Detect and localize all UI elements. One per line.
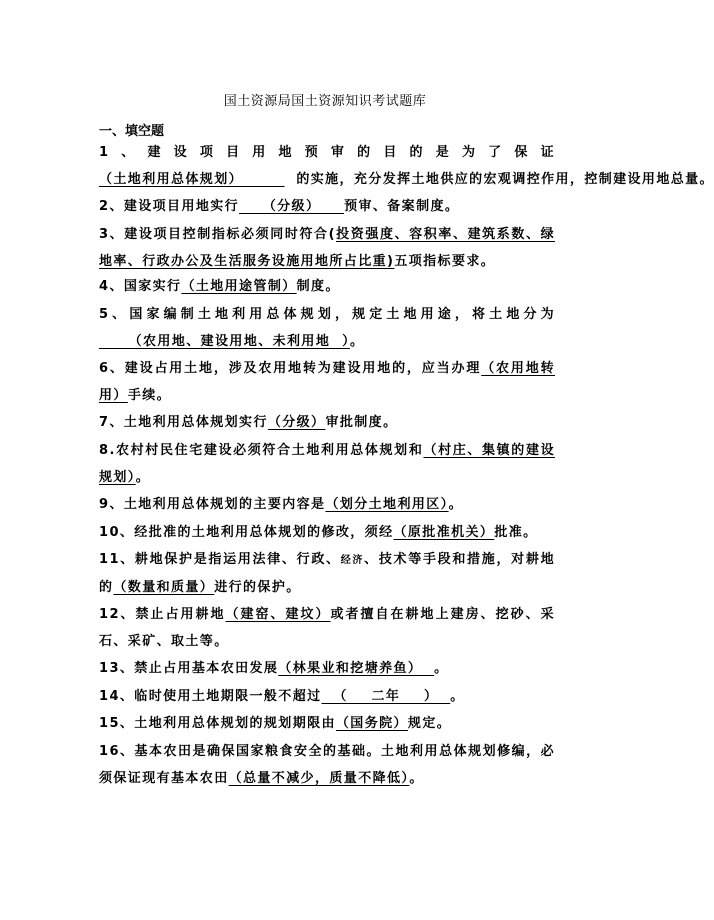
answer-blank: （土地用途管制） [181,279,297,294]
answer-blank: （数量和质量） [113,580,215,595]
answer-blank: （ 二年 ） [321,689,451,704]
question-11: 11、耕地保护是指运用法律、行政、经济、技术等手段和措施，对耕地的（数量和质量）进行的保护。 [99,552,555,595]
question-8: 8.农村村民住宅建设必须符合土地利用总体规划和（村庄、集镇的建设规划）。 [99,443,555,485]
question-7: 7、土地利用总体规划实行（分级）审批制度。 [99,415,398,430]
answer-blank: （林果业和挖塘养鱼） [278,661,435,676]
question-10: 10、经批准的土地利用总体规划的修改，须经（原批准机关）批准。 [99,525,538,540]
answer-blank: 投资强度、容积率、建筑系数、绿地率、行政办公及生活服务设施用地所占比重) [99,227,555,269]
question-5: 5、国家编制土地利用总体规划，规定土地用途，将土地分为 （农用地、建设用地、未利用地 ）。 [99,307,555,349]
question-15: 15、土地利用总体规划的规划期限由（国务院）规定。 [99,716,452,731]
question-2: 2、建设项目用地实行 （分级） 预审、备案制度。 [99,199,460,214]
question-6: 6、建设占用土地，涉及农用地转为建设用地的，应当办理（农用地转用）手续。 [99,361,555,403]
answer-blank: （农用地转用） [99,361,555,403]
answer-blank: （国务院） [335,716,408,731]
answer-blank: （划分土地利用区） [325,497,449,512]
question-16: 16、基本农田是确保国家粮食安全的基础。土地利用总体规划修编，必须保证现有基本农田（总量不减少，质量不降低）。 [99,744,555,786]
question-3: 3、建设项目控制指标必须同时符合(投资强度、容积率、建筑系数、绿地率、行政办公及生活服务设施用地所占比重)五项指标要求。 [99,227,555,269]
answer-blank: （村庄、集镇的建设规划） [99,443,555,485]
page-title: 国土资源局国土资源知识考试题库 [223,94,427,109]
question-4: 4、国家实行（土地用途管制）制度。 [99,279,340,294]
section-heading: 一、填空题 [99,124,165,139]
question-1: 1、建设项目用地预审的目的是为了保证（土地利用总体规划） 的实施，充分发挥土地供应的宏观调控作用，控制建设用地总量。 [99,145,714,187]
answer-blank: （土地利用总体规划） [99,172,285,187]
answer-blank: （分级） [239,199,345,214]
question-13: 13、禁止占用基本农田发展（林果业和挖塘养鱼） 。 [99,661,449,676]
question-9: 9、土地利用总体规划的主要内容是（划分土地利用区）。 [99,497,463,512]
question-14: 14、临时使用土地期限一般不超过 （ 二年 ） 。 [99,689,465,704]
answer-blank: （建窑、建坟） [225,607,331,622]
question-12: 12、禁止占用耕地（建窑、建坟）或者擅自在耕地上建房、挖砂、采石、采矿、取土等。 [99,607,555,649]
answer-blank: （原批准机关） [393,525,495,540]
answer-blank: （总量不减少，质量不降低） [228,771,410,786]
answer-blank: （分级） [267,415,326,430]
answer-blank: （农用地、建设用地、未利用地 ） [99,334,350,349]
